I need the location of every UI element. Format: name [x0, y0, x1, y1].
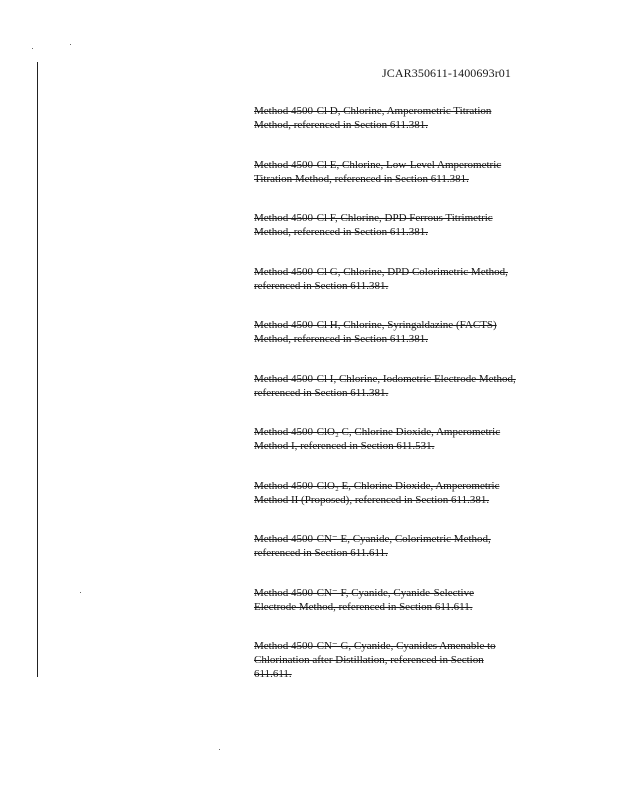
- method-entry: [254, 425, 554, 467]
- method-entry-line: Method 4500-CN⁻ G, Cyanide, Cyanides Amenable to: [254, 640, 496, 652]
- method-entry: [254, 318, 554, 360]
- scan-speck: [70, 44, 71, 45]
- method-entry: [254, 372, 554, 414]
- method-entry-line: referenced in Section 611.611.: [254, 547, 388, 559]
- method-entry-line: Method 4500-CN⁻ E, Cyanide, Colorimetric Method,: [254, 533, 491, 545]
- method-entry-line: Method I, referenced in Section 611.531.: [254, 440, 435, 452]
- method-entry-line: Method 4500-CN⁻ F, Cyanide, Cyanide-Selective: [254, 586, 474, 599]
- method-entry-line: referenced in Section 611.381.: [254, 386, 389, 399]
- scan-speck: [32, 48, 33, 49]
- method-entry-line: Method 4500-ClO₂ C, Chlorine Dioxide, Amperometric: [254, 426, 501, 438]
- method-entry-line: Method 4500-Cl F, Chlorine, DPD Ferrous Titrimetric: [254, 212, 493, 224]
- method-entry: [254, 479, 554, 521]
- method-entry-line: Method 4500-ClO₂ E, Chlorine Dioxide, Amperometric: [254, 479, 500, 492]
- method-entry: [254, 532, 554, 574]
- method-entry-line: Method 4500-Cl E, Chlorine, Low-Level Amperometric: [254, 158, 502, 171]
- method-entry: [254, 158, 554, 200]
- method-entry-line: Chlorination after Distillation, referenced in Section: [254, 654, 484, 666]
- method-entry-line: Method 4500-Cl G, Chlorine, DPD Colorimetric Method,: [254, 265, 508, 278]
- method-entry: [254, 211, 554, 253]
- method-entry-line: referenced in Section 611.381.: [254, 279, 389, 292]
- method-entry: [254, 265, 554, 307]
- method-list: [254, 104, 554, 707]
- method-entry-line: Electrode Method, referenced in Section 611.611.: [254, 600, 473, 613]
- method-entry-line: Method, referenced in Section 611.381.: [254, 119, 429, 131]
- method-entry-line: Method 4500-Cl D, Chlorine, Amperometric Titration: [254, 105, 492, 117]
- method-entry-line: Method 4500-Cl H, Chlorine, Syringaldazine (FACTS): [254, 319, 497, 331]
- method-entry-line: Method, referenced in Section 611.381.: [254, 226, 429, 238]
- method-entry-line: Method II (Proposed), referenced in Section 611.381.: [254, 493, 490, 506]
- scan-speck: [80, 592, 81, 593]
- margin-change-bar: [37, 62, 38, 677]
- method-entry: [254, 586, 554, 628]
- method-entry-line: 611.611.: [254, 668, 292, 680]
- method-entry-line: Method 4500-Cl I, Chlorine, Iodometric Electrode Method,: [254, 372, 516, 385]
- scan-speck: [219, 749, 220, 750]
- document-id: JCAR350611-1400693r01: [382, 66, 511, 80]
- method-entry-line: Titration Method, referenced in Section 611.381.: [254, 172, 469, 185]
- method-entry-line: Method, referenced in Section 611.381.: [254, 333, 429, 345]
- method-entry: [254, 639, 554, 695]
- method-entry: [254, 104, 554, 146]
